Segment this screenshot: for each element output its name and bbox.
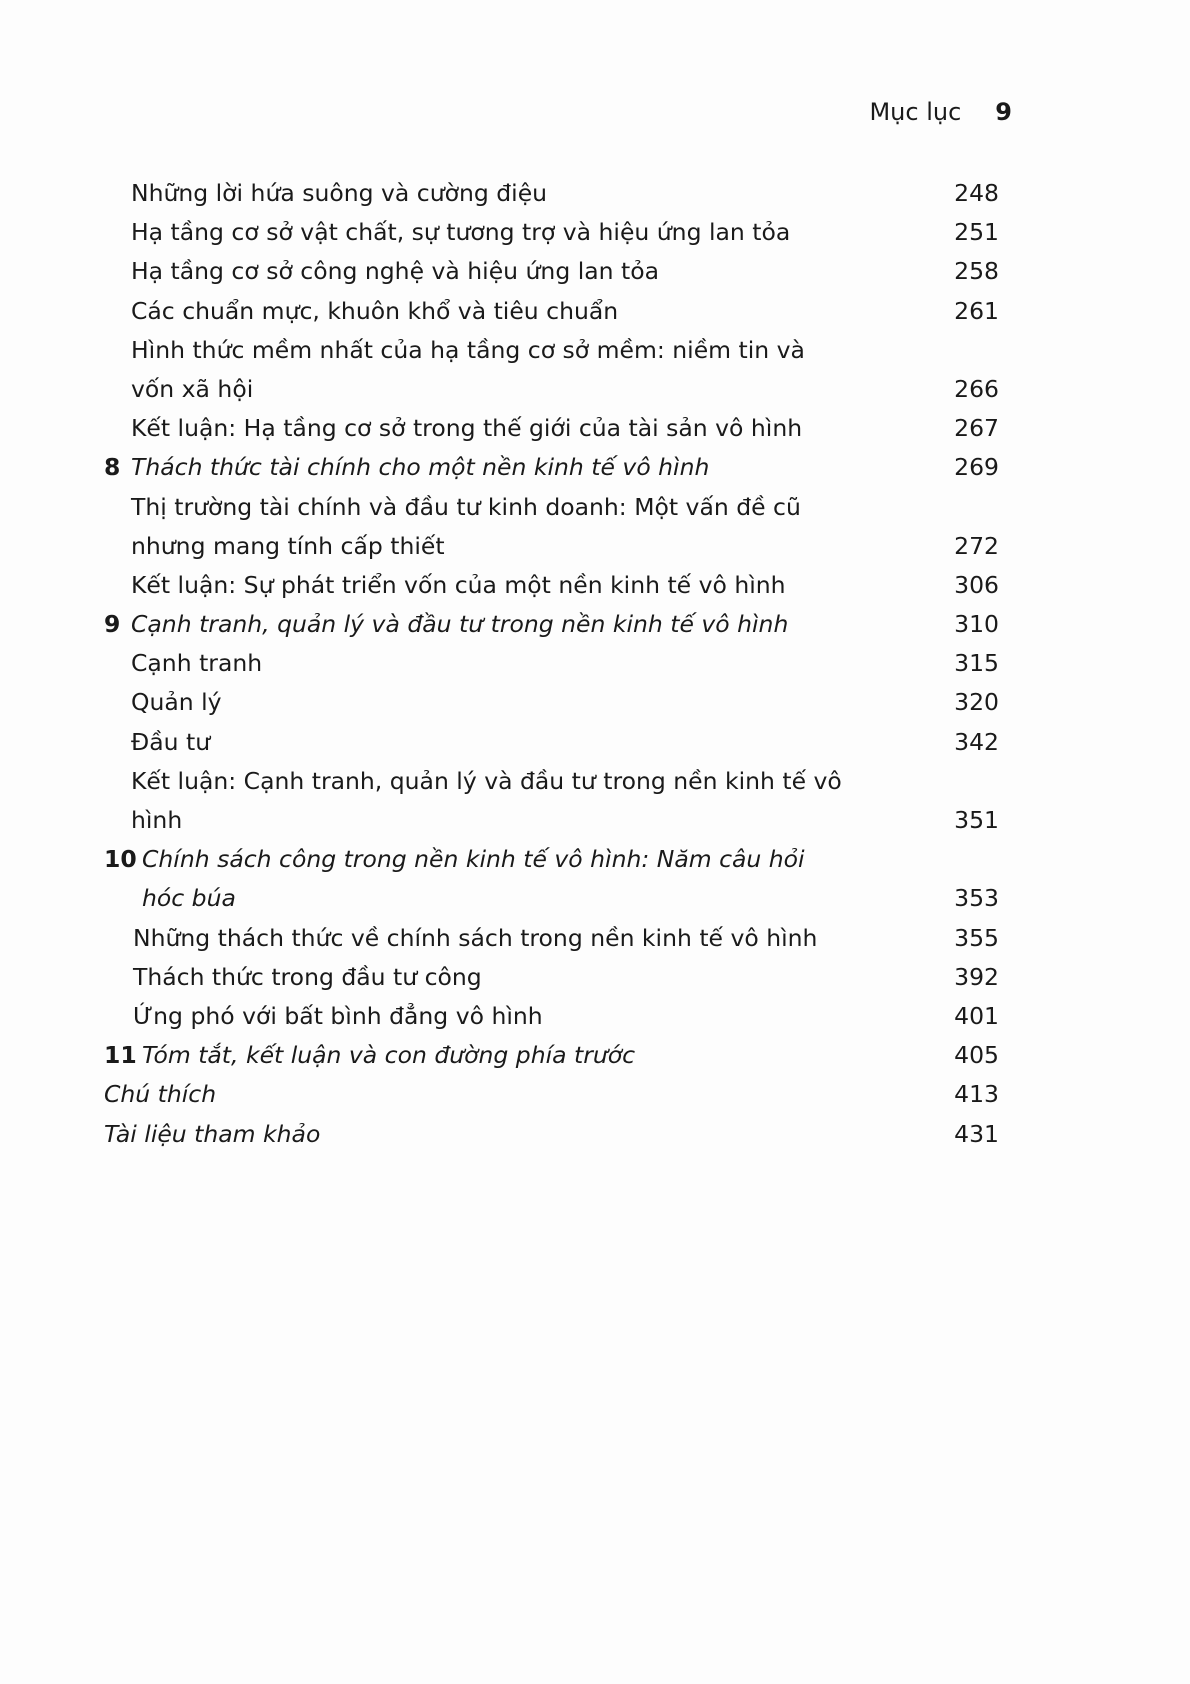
toc-page-number: 315	[954, 649, 999, 678]
toc-page-number: 320	[954, 688, 999, 717]
toc-entry-title: Kết luận: Sự phát triển vốn của một nền kinh tế vô hình	[131, 570, 786, 599]
toc-entry-title: Những thách thức về chính sách trong nền kinh tế vô hình	[133, 923, 818, 952]
toc-entry-title: Quản lý	[131, 688, 222, 717]
table-of-contents	[0, 174, 1190, 1154]
toc-page-number: 248	[954, 179, 999, 207]
toc-page-number: 401	[954, 1001, 999, 1030]
toc-entry	[0, 252, 1190, 291]
toc-page-number: 306	[954, 570, 999, 599]
toc-entry-title: hóc búa	[142, 884, 236, 913]
toc-entry-title: Các chuẩn mực, khuôn khổ và tiêu chuẩn	[131, 296, 619, 325]
toc-entry-title: Những lời hứa suông và cường điệu	[131, 179, 548, 207]
toc-entry-title: Cạnh tranh, quản lý và đầu tư trong nền kinh tế vô hình	[131, 610, 789, 639]
toc-entry-title: Tài liệu tham khảo	[104, 1119, 321, 1148]
toc-entry-title: Hạ tầng cơ sở vật chất, sự tương trợ và hiệu ứng lan tỏa	[131, 218, 791, 247]
running-header-title: Mục lục	[869, 98, 962, 126]
toc-page-number: 267	[954, 414, 999, 443]
page-number: 9	[995, 98, 1012, 126]
running-header	[0, 97, 1012, 127]
toc-page-number: 431	[954, 1119, 999, 1148]
toc-entry	[0, 762, 1190, 801]
toc-entry	[0, 174, 1190, 213]
chapter-number: 9	[104, 610, 121, 639]
toc-entry	[0, 566, 1190, 605]
toc-entry	[0, 1036, 1190, 1075]
toc-entry-title: vốn xã hội	[131, 374, 254, 403]
toc-entry	[0, 1115, 1190, 1154]
toc-entry-title: Thách thức trong đầu tư công	[133, 962, 482, 991]
toc-entry-title: Hình thức mềm nhất của hạ tầng cơ sở mềm: niềm tin và	[131, 335, 805, 364]
toc-entry	[0, 644, 1190, 683]
toc-entry	[0, 213, 1190, 252]
toc-entry-title: Đầu tư	[131, 727, 211, 756]
toc-entry	[0, 840, 1190, 879]
toc-entry	[0, 527, 1190, 566]
toc-entry-title: Hạ tầng cơ sở công nghệ và hiệu ứng lan tỏa	[131, 257, 659, 286]
toc-entry-title: hình	[131, 806, 183, 834]
toc-entry	[0, 292, 1190, 331]
toc-entry-title: Ứng phó với bất bình đẳng vô hình	[133, 1001, 543, 1030]
toc-entry	[0, 409, 1190, 448]
toc-page-number: 413	[954, 1080, 999, 1109]
toc-entry-title: Thị trường tài chính và đầu tư kinh doanh: Một vấn đề cũ	[131, 492, 801, 521]
toc-entry	[0, 801, 1190, 840]
toc-page-number: 266	[954, 374, 999, 403]
toc-page-number: 261	[954, 296, 999, 325]
toc-page-number: 342	[954, 727, 999, 756]
toc-entry	[0, 488, 1190, 527]
toc-entry	[0, 370, 1190, 409]
toc-entry	[0, 1075, 1190, 1114]
chapter-number: 8	[104, 453, 121, 482]
toc-entry	[0, 919, 1190, 958]
toc-page-number: 251	[954, 218, 999, 247]
toc-entry	[0, 723, 1190, 762]
toc-entry-title: Thách thức tài chính cho một nền kinh tế vô hình	[131, 453, 710, 482]
chapter-number: 10	[104, 845, 137, 874]
toc-entry	[0, 683, 1190, 722]
toc-page-number: 353	[954, 884, 999, 913]
toc-entry-title: Chính sách công trong nền kinh tế vô hình: Năm câu hỏi	[142, 845, 805, 874]
toc-entry-title: Kết luận: Hạ tầng cơ sở trong thế giới của tài sản vô hình	[131, 414, 803, 443]
toc-page-number: 351	[954, 806, 999, 834]
toc-entry	[0, 331, 1190, 370]
toc-entry	[0, 605, 1190, 644]
toc-entry	[0, 879, 1190, 918]
toc-page-number: 355	[954, 923, 999, 952]
toc-entry-title: nhưng mang tính cấp thiết	[131, 531, 445, 560]
toc-entry	[0, 958, 1190, 997]
toc-entry	[0, 997, 1190, 1036]
toc-page-number: 269	[954, 453, 999, 482]
toc-entry-title: Tóm tắt, kết luận và con đường phía trước	[142, 1041, 636, 1070]
toc-page-number: 258	[954, 257, 999, 286]
chapter-number: 11	[104, 1041, 137, 1070]
toc-entry-title: Kết luận: Cạnh tranh, quản lý và đầu tư trong nền kinh tế vô	[131, 766, 842, 795]
toc-page-number: 272	[954, 531, 999, 560]
toc-entry-title: Chú thích	[104, 1080, 217, 1109]
toc-entry	[0, 448, 1190, 487]
toc-page-number: 310	[954, 610, 999, 639]
toc-page-number: 405	[954, 1041, 999, 1070]
toc-page-number: 392	[954, 962, 999, 991]
toc-entry-title: Cạnh tranh	[131, 649, 263, 678]
